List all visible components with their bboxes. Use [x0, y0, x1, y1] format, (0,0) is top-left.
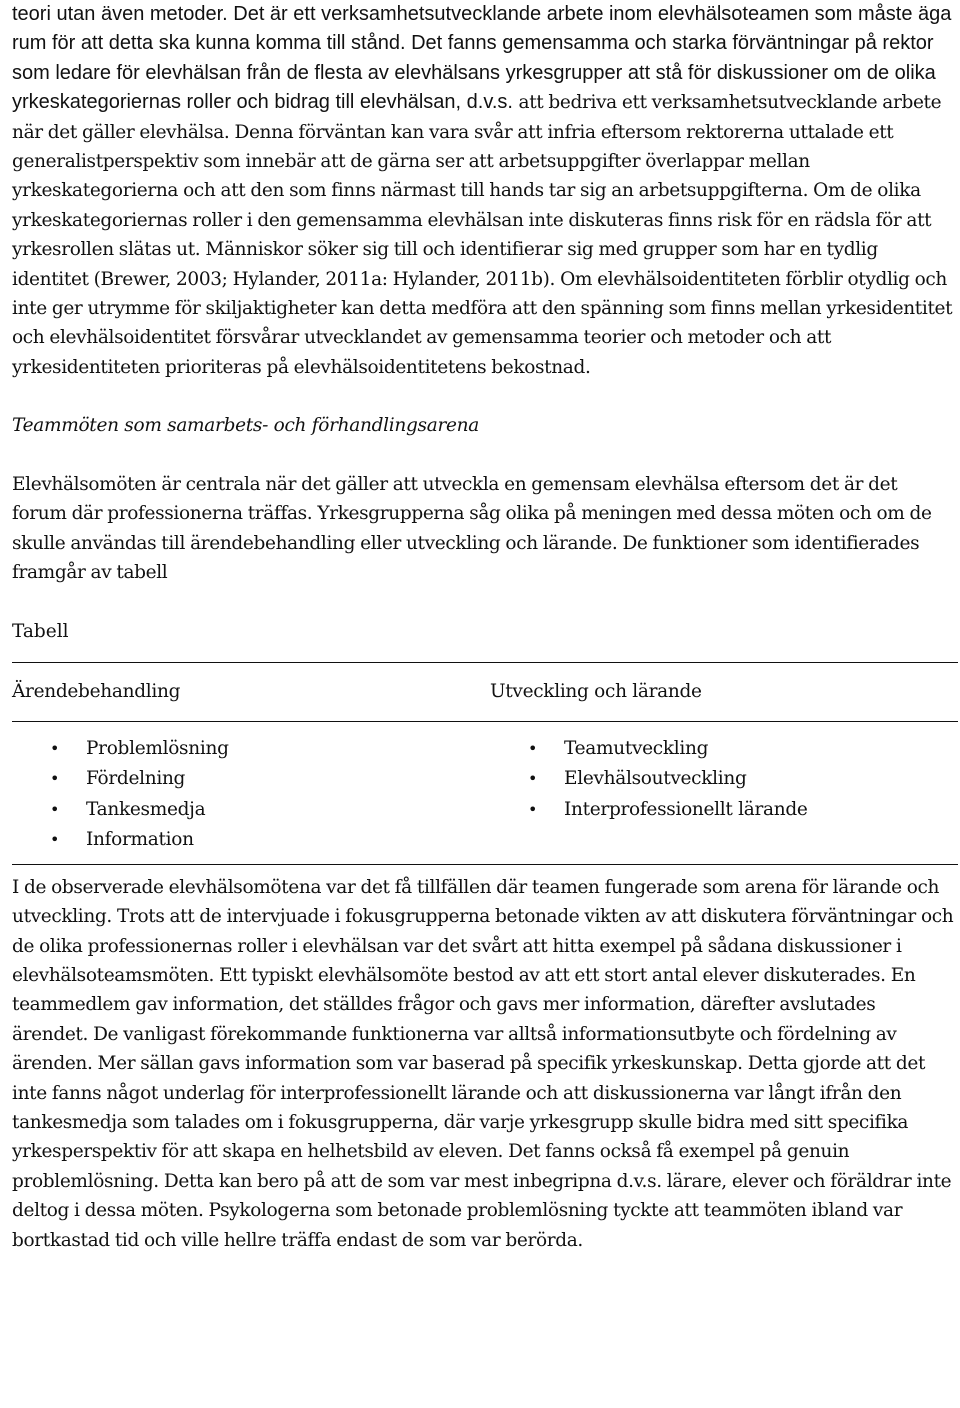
list-item [12, 764, 490, 795]
list-item-text: Tankesmedja [86, 798, 206, 820]
section-heading: Teammöten som samarbets- och förhandlingsarena [12, 415, 480, 437]
list-item-text: Interprofessionellt lärande [564, 798, 808, 820]
bullet-icon: • [50, 769, 60, 789]
bullet-icon: • [528, 738, 538, 758]
paragraph-intro-sans-part: teori utan även metoder. Det är ett verksamhetsutvecklande arbete inom elevhälsoteamen som måste äga rum för att detta ska kunna komma till stånd. Det fanns gemensamma och starka förväntningar på rektor som ledare för elevhälsan från de flesta av elevhälsans yrkesgrupper att stå för diskussioner om de olika yrkeskategoriernas roller och bidrag till elevhälsan, d.v.s. [12, 3, 952, 114]
table-header-case-handling: Ärendebehandling [12, 681, 181, 703]
bullet-icon: • [50, 830, 60, 850]
table-cell-development-learning [490, 734, 958, 856]
functions-table [12, 662, 958, 865]
bullet-icon: • [50, 799, 60, 819]
list-item [12, 795, 490, 826]
table-body-row [12, 722, 958, 864]
case-handling-list [12, 734, 490, 856]
table-header-development-learning: Utveckling och lärande [490, 681, 702, 703]
paragraph-meetings: Elevhälsomöten är centrala när det gäller att utveckla en gemensam elevhälsa eftersom det är det forum där professionerna träffas. Yrkesgrupperna såg olika på meningen med dessa möten och om de skulle användas till ärendebehandling eller utveckling och lärande. De funktioner som identifierades framgår av tabell [12, 473, 932, 583]
paragraph-observations: I de observerade elevhälsomötena var det få tillfällen där teamen fungerade som arena för lärande och utveckling. Trots att de intervjuade i fokusgrupperna betonade vikten av att diskutera förväntningar och de olika professionernas roller i elevhälsan var det svårt att hitta exempel på sådana diskussioner i elevhälsoteamsmöten. Ett typiskt elevhälsomöte bestod av att ett stort antal elever diskuterades. En teammedlem gav information, det ställdes frågor och gavs mer information, därefter avslutades ärendet. De vanligast förekommande funktionerna var alltså informationsutbyte och fördelning av ärenden. Mer sällan gavs information som var baserad på specifik yrkeskunskap. Detta gjorde att det inte fanns något underlag för interprofessionellt lärande och att diskussionerna var långt ifrån den tankesmedja som talades om i fokusgrupperna, där varje yrkesgrupp skulle bidra med sitt specifika yrkesperspektiv för att skapa en helhetsbild av eleven. Det fanns också få exempel på genuin problemlösning. Detta kan bero på att de som var mest inbegripna d.v.s. lärare, elever och föräldrar inte deltog i dessa möten. Psykologerna som betonade problemlösning tyckte att teammöten ibland var bortkastad tid och ville hellre träffa endast de som var berörda. [12, 876, 954, 1251]
paragraph-intro-serif-part: att bedriva ett verksamhetsutvecklande arbete när det gäller elevhälsa. Denna förväntan kan vara svår att infria eftersom rektorerna uttalade ett generalistperspektiv som innebär att de gärna ser att arbetsuppgifter överlappar mellan yrkeskategorierna och att den som finns närmast till hands tar sig an arbetsuppgifterna. Om de olika yrkeskategoriernas roller i den gemensamma elevhälsan inte diskuteras finns risk för en rädsla för att yrkesrollen slätas ut. Människor söker sig till och identifierar sig med grupper som har en tydlig identitet (Brewer, 2003; Hylander, 2011a: Hylander, 2011b). Om elevhälsoidentiteten förblir otydlig och inte ger utrymme för skiljaktigheter kan detta medföra att den spänning som finns mellan yrkesidentitet och elevhälsoidentitet försvårar utvecklandet av gemensamma teorier och metoder och att yrkesidentiteten prioriteras på elevhälsoidentitetens bekostnad. [12, 92, 953, 378]
table-header-row [12, 663, 958, 722]
list-item-text: Elevhälsoutveckling [564, 768, 747, 790]
list-item [490, 734, 958, 765]
bullet-icon: • [528, 769, 538, 789]
list-item [12, 734, 490, 765]
list-item [12, 825, 490, 856]
development-learning-list [490, 734, 958, 826]
list-item-text: Information [86, 829, 194, 851]
document-page [12, 0, 956, 1255]
list-item-text: Problemlösning [86, 737, 229, 759]
list-item [490, 795, 958, 826]
bullet-icon: • [50, 738, 60, 758]
list-item-text: Teamutveckling [564, 737, 709, 759]
paragraph-intro [12, 0, 956, 382]
list-item-text: Fördelning [86, 768, 186, 790]
table-cell-case-handling [12, 734, 490, 856]
table-label: Tabell [12, 621, 69, 643]
bullet-icon: • [528, 799, 538, 819]
list-item [490, 764, 958, 795]
